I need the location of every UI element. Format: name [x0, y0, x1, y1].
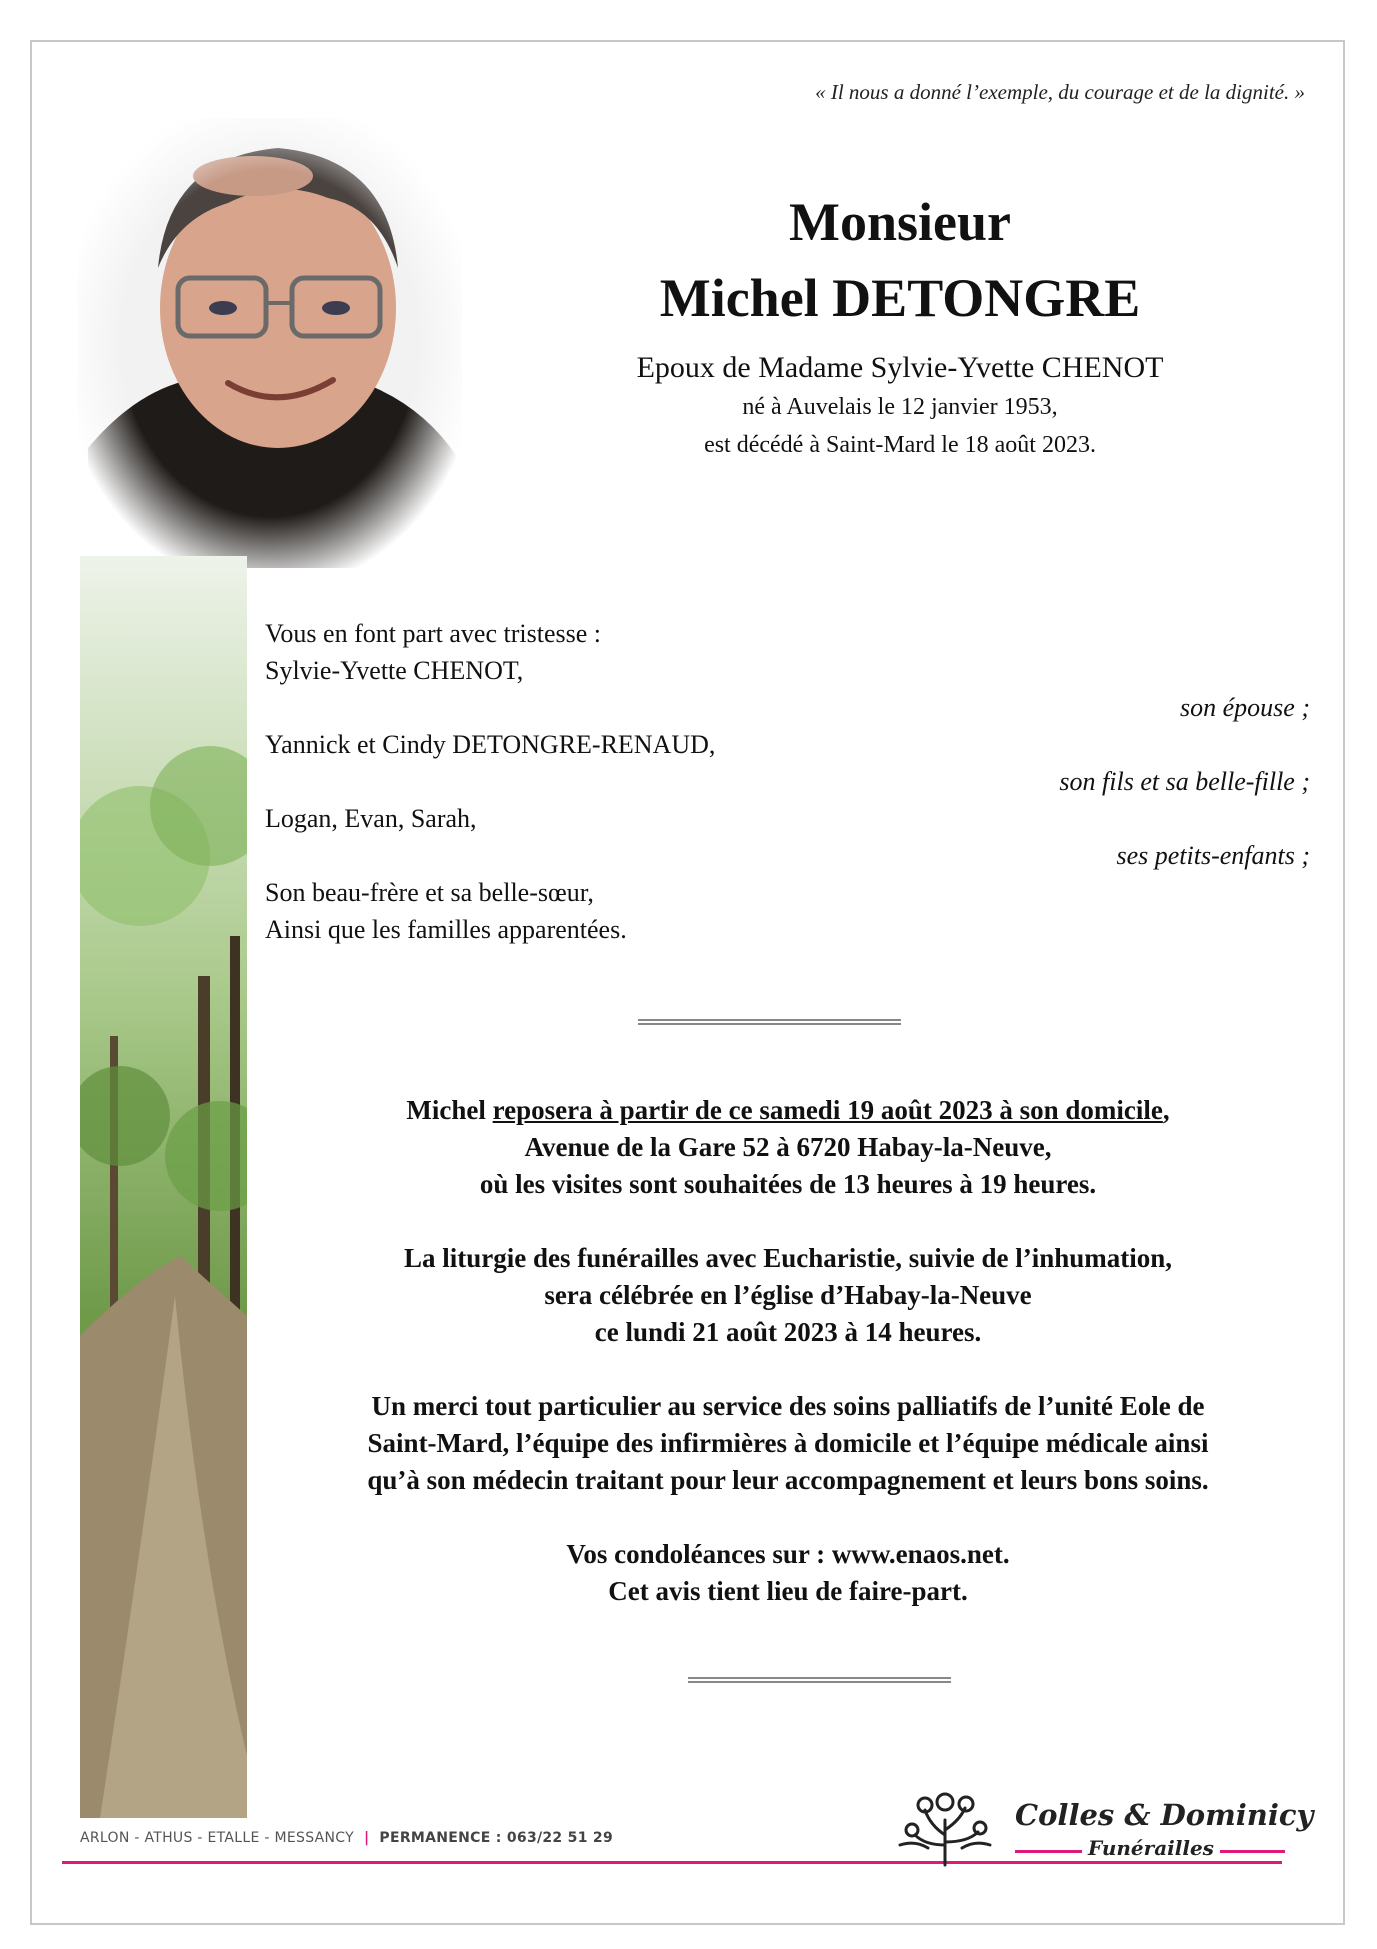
family-relation: son épouse ;	[1180, 693, 1310, 722]
logo-subtitle: Funérailles	[1082, 1836, 1220, 1860]
death-line: est décédé à Saint-Mard le 18 août 2023.	[704, 432, 1096, 458]
family-names: Logan, Evan, Sarah,	[265, 804, 477, 833]
thanks-line: qu’à son médecin traitant pour leur accompagnement et leurs bons soins.	[367, 1465, 1209, 1495]
double-rule-divider	[688, 1677, 951, 1683]
ceremony-details	[268, 1092, 1308, 1647]
rest-prefix: Michel	[406, 1095, 493, 1125]
address-line: Avenue de la Gare 52 à 6720 Habay-la-Neuve,	[524, 1132, 1052, 1162]
family-relation: ses petits-enfants ;	[1116, 841, 1310, 870]
family-announcement	[265, 615, 1310, 948]
funeral-home-logo	[890, 1790, 1314, 1870]
thanks-line: Un merci tout particulier au service des soins palliatifs de l’unité Eole de	[371, 1391, 1205, 1421]
birth-line: né à Auvelais le 12 janvier 1953,	[742, 394, 1058, 420]
footer-separator: |	[363, 1830, 370, 1846]
epigraph-quote: « Il nous a donné l’exemple, du courage et de la dignité. »	[815, 80, 1305, 104]
family-closing: Son beau-frère et sa belle-sœur,	[265, 878, 594, 907]
family-relation: son fils et sa belle-fille ;	[1059, 767, 1310, 796]
footer-locations: ARLON - ATHUS - ETALLE - MESSANCY	[80, 1830, 354, 1846]
spouse-line: Epoux de Madame Sylvie-Yvette CHENOT	[636, 351, 1164, 384]
forest-path-image	[80, 556, 247, 1818]
visits-line: où les visites sont souhaitées de 13 heures à 19 heures.	[479, 1169, 1097, 1199]
thanks-line: Saint-Mard, l’équipe des infirmières à domicile et l’équipe médicale ainsi	[367, 1428, 1209, 1458]
rest-statement: reposera à partir de ce samedi 19 août 2023 à son domicile	[492, 1095, 1163, 1125]
liturgy-line: sera célébrée en l’église d’Habay-la-Neuve	[544, 1280, 1032, 1310]
footer-contact	[80, 1830, 613, 1846]
liturgy-line: La liturgie des funérailles avec Eucharistie, suivie de l’inhumation,	[404, 1243, 1172, 1273]
logo-name: Colles & Dominicy	[1015, 1798, 1314, 1832]
family-closing: Ainsi que les familles apparentées.	[265, 915, 627, 944]
liturgy-line: ce lundi 21 août 2023 à 14 heures.	[594, 1317, 982, 1347]
family-intro: Vous en font part avec tristesse :	[265, 619, 601, 648]
tree-icon	[890, 1790, 1000, 1870]
honorific: Monsieur	[789, 192, 1011, 252]
footer-permanence: PERMANENCE : 063/22 51 29	[379, 1830, 613, 1846]
deceased-name: Michel DETONGRE	[659, 268, 1141, 328]
family-names: Yannick et Cindy DETONGRE-RENAUD,	[265, 730, 716, 759]
double-rule-divider	[638, 1019, 901, 1025]
family-names: Sylvie-Yvette CHENOT,	[265, 656, 524, 685]
condolences-line: Vos condoléances sur : www.enaos.net.	[566, 1539, 1010, 1569]
portrait-photo	[78, 118, 462, 568]
deceased-header	[540, 190, 1260, 464]
notice-line: Cet avis tient lieu de faire-part.	[608, 1576, 968, 1606]
rest-suffix: ,	[1162, 1095, 1170, 1125]
